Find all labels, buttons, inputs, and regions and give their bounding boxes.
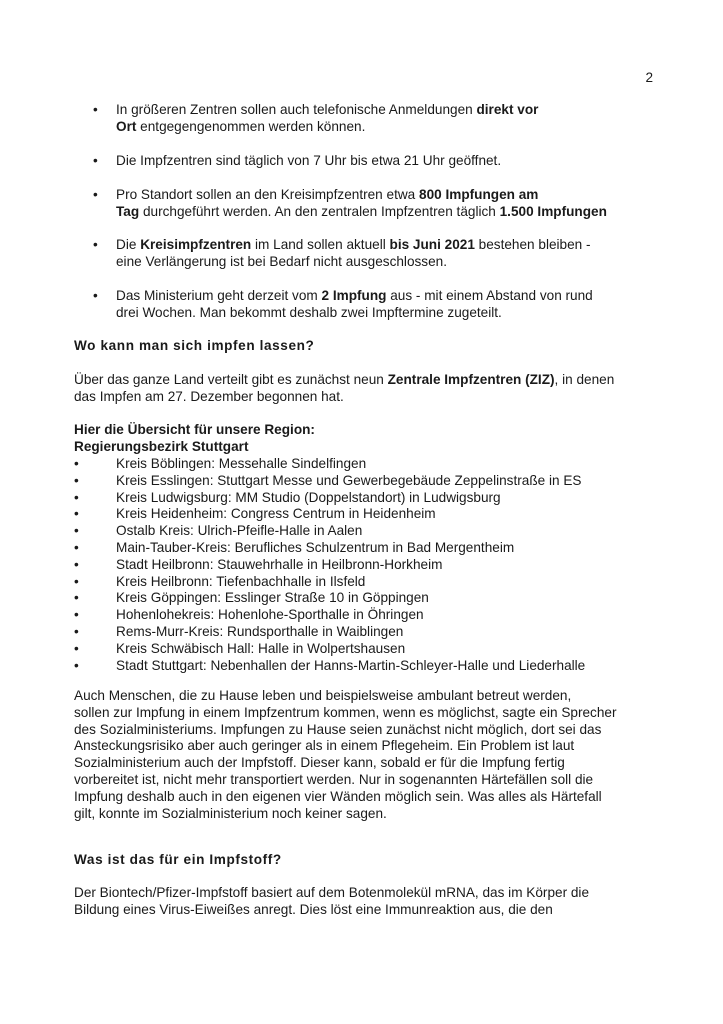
list-item: • Hohenlohekreis: Hohenlohe-Sporthalle in Öhringen xyxy=(74,607,424,623)
bullet-glyph: • xyxy=(74,623,79,639)
bullet-glyph: • xyxy=(74,657,79,673)
region-list xyxy=(74,456,674,674)
bullet-glyph: • xyxy=(74,590,79,606)
vaccine-text: Der Biontech/Pfizer-Impfstoff basiert auf dem Botenmolekül mRNA, das im Körper die Bildung eines Virus-Eiweißes anregt. Dies löst eine Immunreaktion aus, die den xyxy=(74,885,590,917)
text-run: durchgeführt werden. An den zentralen Impfzentren täglich xyxy=(139,203,500,219)
text-run: Das Ministerium geht derzeit vom xyxy=(116,288,322,303)
bold-run: Zentrale Impfzentren (ZIZ) xyxy=(387,372,555,387)
bullet-glyph: • xyxy=(74,556,79,572)
page-number: 2 xyxy=(645,70,653,85)
list-item: • Kreis Göppingen: Esslinger Straße 10 in Göppingen xyxy=(74,590,429,606)
bold-run: 2 Impfung xyxy=(321,288,387,303)
list-item: • Kreis Esslingen: Stuttgart Messe und Gewerbegebäude Zeppelinstraße in ES xyxy=(74,472,582,488)
text-run: Die xyxy=(116,237,141,252)
bullet-glyph: • xyxy=(93,288,98,303)
bold-run: bis Juni 2021 xyxy=(389,237,475,252)
bullet-glyph: • xyxy=(74,640,79,656)
list-item: • Kreis Schwäbisch Hall: Halle in Wolpertshausen xyxy=(74,640,406,656)
bullet-item xyxy=(93,153,663,170)
text-run: aus - mit einem Abstand von rund xyxy=(386,288,593,303)
section-heading-where xyxy=(74,338,664,355)
heading-vaccine: Was ist das für ein Impfstoff? xyxy=(74,852,282,867)
intro-paragraph xyxy=(74,372,674,406)
bullet-glyph: • xyxy=(93,237,98,252)
text-run: Pro Standort sollen an den Kreisimpfzentren etwa xyxy=(116,187,420,202)
list-item: • Kreis Böblingen: Messehalle Sindelfingen xyxy=(74,456,367,471)
list-item: • Main-Tauber-Kreis: Berufliches Schulzentrum in Bad Mergentheim xyxy=(74,539,515,555)
bullet-glyph: • xyxy=(74,607,79,623)
home-text: Auch Menschen, die zu Hause leben und beispielsweise ambulant betreut werden, sollen zur Impfung in einem Impfzentrum kommen, wenn es möglichst, sagte ein Sprecher des Sozialministeriums. Impfungen zu Hause seien zunächst nicht möglich, dort sei das Ansteckungsrisiko aber auch geringer als in einem Pflegeheim. Ein Problem ist laut Sozialministerium auch der Impfstoff. Dieser kann, sobald er für die Impfung fertig vorbereitet ist, nicht mehr transportiert werden. Nur in sogenannten Härtefällen soll die Impfung deshalb auch in den eigenen vier Wänden möglich sein. Was alles als Härtefall gilt, konnte im Sozialministerium noch keiner sagen. xyxy=(74,688,617,821)
bullet-glyph: • xyxy=(74,456,79,471)
region-heading: Regierungsbezirk Stuttgart xyxy=(74,438,249,454)
bullet-text xyxy=(116,153,663,170)
text-run: In größeren Zentren sollen auch telefonische Anmeldungen xyxy=(116,102,477,117)
bold-run: 800 Impfungen am xyxy=(419,187,539,202)
text-run: im Land sollen aktuell xyxy=(251,237,390,252)
bullet-glyph: • xyxy=(74,472,79,488)
bullet-item xyxy=(93,102,663,136)
text-run: das Impfen am 27. Dezember begonnen hat. xyxy=(74,388,344,404)
vaccine-paragraph xyxy=(74,885,684,919)
list-item: • Stadt Heilbronn: Stauwehrhalle in Heilbronn-Horkheim xyxy=(74,556,443,572)
list-item: • Kreis Heidenheim: Congress Centrum in Heidenheim xyxy=(74,506,436,522)
bullet-glyph: • xyxy=(74,523,79,539)
text-run: , in denen xyxy=(554,372,615,387)
bullet-glyph: • xyxy=(93,187,98,202)
section-heading-vaccine xyxy=(74,852,664,869)
bullet-glyph: • xyxy=(74,573,79,589)
list-item: • Stadt Stuttgart: Nebenhallen der Hanns-Martin-Schleyer-Halle und Liederhalle xyxy=(74,657,586,673)
bold-run: Ort xyxy=(116,118,137,134)
text-run: Über das ganze Land verteilt gibt es zunächst neun xyxy=(74,372,388,387)
bullet-text xyxy=(116,237,663,271)
bullet-text xyxy=(116,187,663,221)
list-item: • Kreis Ludwigsburg: MM Studio (Doppelstandort) in Ludwigsburg xyxy=(74,489,501,505)
bullet-text xyxy=(116,102,663,136)
bold-run: direkt vor xyxy=(476,102,539,117)
home-paragraph xyxy=(74,688,684,822)
overview-heading: Hier die Übersicht für unsere Region: xyxy=(74,422,315,437)
text-run: entgegengenommen werden können. xyxy=(136,118,366,134)
bullet-item xyxy=(93,187,663,221)
bullet-glyph: • xyxy=(93,153,98,168)
overview-block xyxy=(74,422,664,456)
list-item: • Ostalb Kreis: Ulrich-Pfeifle-Halle in Aalen xyxy=(74,523,363,539)
text-run: Die Impfzentren sind täglich von 7 Uhr bis etwa 21 Uhr geöffnet. xyxy=(116,153,502,168)
bold-run: 1.500 Impfungen xyxy=(499,203,607,219)
bullet-glyph: • xyxy=(93,102,98,117)
bold-run: Tag xyxy=(116,203,140,219)
bullet-glyph: • xyxy=(74,506,79,522)
bullet-glyph: • xyxy=(74,539,79,555)
list-item: • Rems-Murr-Kreis: Rundsporthalle in Waiblingen xyxy=(74,623,404,639)
text-run: drei Wochen. Man bekommt deshalb zwei Impftermine zugeteilt. xyxy=(116,304,502,320)
text-run: eine Verlängerung ist bei Bedarf nicht ausgeschlossen. xyxy=(116,253,447,269)
bold-run: Kreisimpfzentren xyxy=(140,237,252,252)
bullet-glyph: • xyxy=(74,489,79,505)
text-run: bestehen bleiben - xyxy=(474,237,591,252)
bullet-item xyxy=(93,237,663,271)
list-item: • Kreis Heilbronn: Tiefenbachhalle in Ilsfeld xyxy=(74,573,366,589)
bullet-text xyxy=(116,288,663,322)
intro-text xyxy=(74,372,674,406)
bullet-item xyxy=(93,288,663,322)
heading-where: Wo kann man sich impfen lassen? xyxy=(74,338,315,353)
